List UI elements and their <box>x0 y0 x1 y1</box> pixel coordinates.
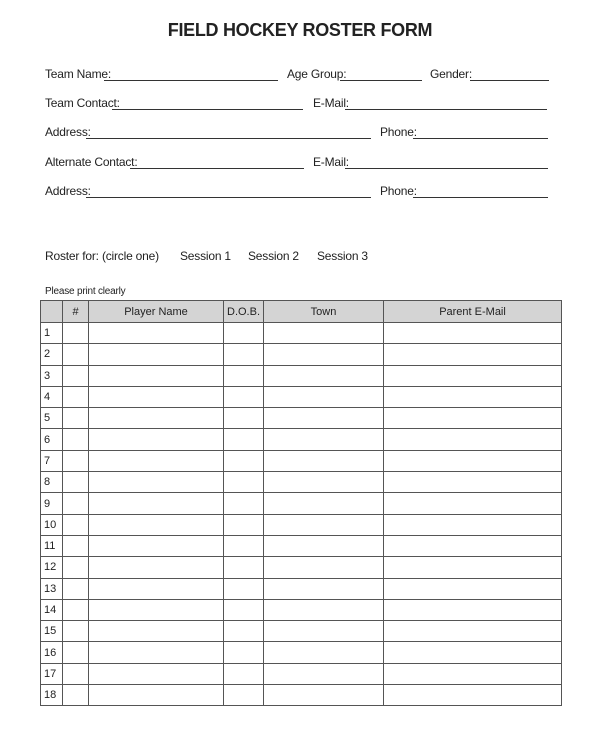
player-name-cell[interactable] <box>89 450 224 471</box>
town-cell[interactable] <box>264 408 384 429</box>
row-number: 7 <box>41 450 63 471</box>
alternate-address-label: Address: <box>45 184 91 198</box>
dob-cell[interactable] <box>224 386 264 407</box>
dob-cell[interactable] <box>224 472 264 493</box>
number-cell[interactable] <box>63 365 89 386</box>
town-cell[interactable] <box>264 599 384 620</box>
parent-email-cell[interactable] <box>384 323 562 344</box>
alternate-email-field[interactable] <box>345 168 548 169</box>
alternate-email-label: E-Mail: <box>313 155 349 169</box>
alternate-phone-label: Phone: <box>380 184 417 198</box>
town-cell[interactable] <box>264 621 384 642</box>
table-row <box>41 642 562 663</box>
table-row <box>41 429 562 450</box>
gender-field[interactable] <box>470 80 549 81</box>
dob-cell[interactable] <box>224 557 264 578</box>
town-cell[interactable] <box>264 663 384 684</box>
parent-email-cell[interactable] <box>384 408 562 429</box>
number-cell[interactable] <box>63 557 89 578</box>
player-name-cell[interactable] <box>89 429 224 450</box>
parent-email-cell[interactable] <box>384 685 562 706</box>
session-3-option[interactable]: Session 3 <box>317 249 368 263</box>
dob-cell[interactable] <box>224 450 264 471</box>
age-group-field[interactable] <box>340 80 422 81</box>
table-row <box>41 472 562 493</box>
parent-email-cell[interactable] <box>384 557 562 578</box>
team-contact-label: Team Contact: <box>45 96 120 110</box>
roster-for-label: Roster for: (circle one) <box>45 249 159 263</box>
table-row <box>41 535 562 556</box>
parent-email-cell[interactable] <box>384 578 562 599</box>
header-parent-email: Parent E-Mail <box>384 301 562 323</box>
dob-cell[interactable] <box>224 429 264 450</box>
dob-cell[interactable] <box>224 663 264 684</box>
row-number: 13 <box>41 578 63 599</box>
player-name-cell[interactable] <box>89 514 224 535</box>
row-number: 3 <box>41 365 63 386</box>
gender-label: Gender: <box>430 67 472 81</box>
parent-email-cell[interactable] <box>384 535 562 556</box>
table-row <box>41 344 562 365</box>
row-number: 14 <box>41 599 63 620</box>
row-number: 15 <box>41 621 63 642</box>
row-number: 4 <box>41 386 63 407</box>
town-cell[interactable] <box>264 344 384 365</box>
parent-email-cell[interactable] <box>384 344 562 365</box>
dob-cell[interactable] <box>224 514 264 535</box>
table-row <box>41 323 562 344</box>
team-name-field[interactable] <box>104 80 278 81</box>
session-1-option[interactable]: Session 1 <box>180 249 231 263</box>
player-name-cell[interactable] <box>89 493 224 514</box>
table-row <box>41 685 562 706</box>
row-number: 17 <box>41 663 63 684</box>
email-field[interactable] <box>345 109 547 110</box>
header-row-number <box>41 301 63 323</box>
number-cell[interactable] <box>63 514 89 535</box>
table-row <box>41 408 562 429</box>
alternate-contact-label: Alternate Contact: <box>45 155 138 169</box>
town-cell[interactable] <box>264 578 384 599</box>
row-number: 2 <box>41 344 63 365</box>
town-cell[interactable] <box>264 493 384 514</box>
player-name-cell[interactable] <box>89 386 224 407</box>
table-row <box>41 557 562 578</box>
number-cell[interactable] <box>63 621 89 642</box>
phone-label: Phone: <box>380 125 417 139</box>
town-cell[interactable] <box>264 514 384 535</box>
town-cell[interactable] <box>264 642 384 663</box>
player-name-cell[interactable] <box>89 344 224 365</box>
dob-cell[interactable] <box>224 365 264 386</box>
player-name-cell[interactable] <box>89 408 224 429</box>
row-number: 5 <box>41 408 63 429</box>
player-name-cell[interactable] <box>89 599 224 620</box>
parent-email-cell[interactable] <box>384 599 562 620</box>
table-row <box>41 621 562 642</box>
parent-email-cell[interactable] <box>384 663 562 684</box>
parent-email-cell[interactable] <box>384 365 562 386</box>
number-cell[interactable] <box>63 535 89 556</box>
number-cell[interactable] <box>63 386 89 407</box>
header-dob: D.O.B. <box>224 301 264 323</box>
team-contact-field[interactable] <box>112 109 303 110</box>
address-field[interactable] <box>86 138 371 139</box>
table-row <box>41 514 562 535</box>
dob-cell[interactable] <box>224 408 264 429</box>
number-cell[interactable] <box>63 323 89 344</box>
number-cell[interactable] <box>63 493 89 514</box>
number-cell[interactable] <box>63 685 89 706</box>
town-cell[interactable] <box>264 323 384 344</box>
dob-cell[interactable] <box>224 685 264 706</box>
number-cell[interactable] <box>63 578 89 599</box>
player-name-cell[interactable] <box>89 323 224 344</box>
number-cell[interactable] <box>63 429 89 450</box>
parent-email-cell[interactable] <box>384 429 562 450</box>
age-group-label: Age Group: <box>287 67 347 81</box>
town-cell[interactable] <box>264 557 384 578</box>
parent-email-cell[interactable] <box>384 514 562 535</box>
email-label: E-Mail: <box>313 96 349 110</box>
session-2-option[interactable]: Session 2 <box>248 249 299 263</box>
player-name-cell[interactable] <box>89 535 224 556</box>
table-row <box>41 365 562 386</box>
header-player-name: Player Name <box>89 301 224 323</box>
alternate-address-field[interactable] <box>86 197 371 198</box>
form-title: FIELD HOCKEY ROSTER FORM <box>167 20 433 40</box>
address-label: Address: <box>45 125 91 139</box>
phone-field[interactable] <box>413 138 548 139</box>
player-name-cell[interactable] <box>89 621 224 642</box>
table-row <box>41 450 562 471</box>
number-cell[interactable] <box>63 642 89 663</box>
row-number: 1 <box>41 323 63 344</box>
parent-email-cell[interactable] <box>384 642 562 663</box>
dob-cell[interactable] <box>224 493 264 514</box>
row-number: 6 <box>41 429 63 450</box>
player-name-cell[interactable] <box>89 642 224 663</box>
dob-cell[interactable] <box>224 323 264 344</box>
alternate-contact-field[interactable] <box>130 168 304 169</box>
row-number: 8 <box>41 472 63 493</box>
roster-table <box>40 300 562 706</box>
team-name-label: Team Name: <box>45 67 112 81</box>
table-row <box>41 578 562 599</box>
row-number: 18 <box>41 685 63 706</box>
player-name-cell[interactable] <box>89 365 224 386</box>
table-row <box>41 386 562 407</box>
player-name-cell[interactable] <box>89 663 224 684</box>
town-cell[interactable] <box>264 472 384 493</box>
number-cell[interactable] <box>63 344 89 365</box>
number-cell[interactable] <box>63 408 89 429</box>
row-number: 11 <box>41 535 63 556</box>
row-number: 10 <box>41 514 63 535</box>
row-number: 16 <box>41 642 63 663</box>
town-cell[interactable] <box>264 429 384 450</box>
table-header-row <box>41 301 562 323</box>
alternate-phone-field[interactable] <box>413 197 548 198</box>
dob-cell[interactable] <box>224 621 264 642</box>
table-row <box>41 663 562 684</box>
number-cell[interactable] <box>63 663 89 684</box>
player-name-cell[interactable] <box>89 472 224 493</box>
parent-email-cell[interactable] <box>384 621 562 642</box>
dob-cell[interactable] <box>224 344 264 365</box>
player-name-cell[interactable] <box>89 557 224 578</box>
dob-cell[interactable] <box>224 642 264 663</box>
number-cell[interactable] <box>63 450 89 471</box>
town-cell[interactable] <box>264 365 384 386</box>
row-number: 9 <box>41 493 63 514</box>
player-name-cell[interactable] <box>89 578 224 599</box>
parent-email-cell[interactable] <box>384 472 562 493</box>
number-cell[interactable] <box>63 599 89 620</box>
dob-cell[interactable] <box>224 578 264 599</box>
row-number: 12 <box>41 557 63 578</box>
table-row <box>41 493 562 514</box>
parent-email-cell[interactable] <box>384 493 562 514</box>
player-name-cell[interactable] <box>89 685 224 706</box>
town-cell[interactable] <box>264 535 384 556</box>
town-cell[interactable] <box>264 386 384 407</box>
number-cell[interactable] <box>63 472 89 493</box>
town-cell[interactable] <box>264 450 384 471</box>
header-town: Town <box>264 301 384 323</box>
dob-cell[interactable] <box>224 599 264 620</box>
parent-email-cell[interactable] <box>384 450 562 471</box>
dob-cell[interactable] <box>224 535 264 556</box>
parent-email-cell[interactable] <box>384 386 562 407</box>
print-note: Please print clearly <box>45 286 126 297</box>
table-row <box>41 599 562 620</box>
town-cell[interactable] <box>264 685 384 706</box>
header-number: # <box>63 301 89 323</box>
